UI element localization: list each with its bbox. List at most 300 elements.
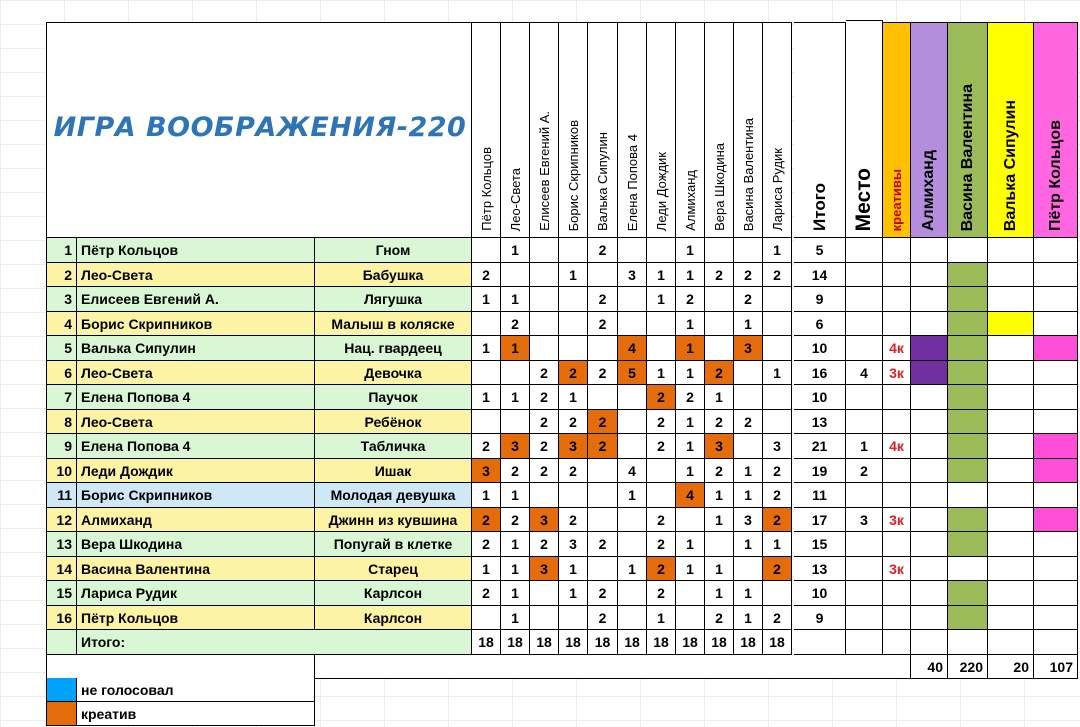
summary-cell (911, 459, 948, 483)
vote-cell[interactable] (763, 459, 792, 483)
summary-cell (948, 263, 988, 287)
vote-cell[interactable] (588, 581, 618, 606)
vote-cell[interactable] (530, 263, 559, 287)
vote-cell[interactable] (705, 263, 734, 287)
vote-cell[interactable] (705, 287, 734, 312)
vote-cell[interactable] (501, 410, 530, 434)
vote-cell[interactable] (559, 459, 588, 483)
vote-cell[interactable] (588, 385, 618, 410)
row-number (46, 312, 77, 336)
vote-cell-text: 2 (657, 389, 665, 405)
vote-cell[interactable] (763, 263, 792, 287)
creative-count-text: 4к (889, 340, 904, 356)
vote-cell-text: 3 (715, 438, 723, 454)
vote-cell[interactable] (676, 557, 705, 581)
vote-cell[interactable] (647, 483, 676, 508)
row-total (794, 385, 846, 410)
vote-cell[interactable] (734, 410, 763, 434)
vote-cell-text: 2 (540, 462, 548, 479)
vote-cell[interactable] (763, 434, 792, 459)
vote-cell[interactable] (501, 263, 530, 287)
vote-cell[interactable] (676, 459, 705, 483)
vote-cell[interactable] (618, 238, 647, 263)
vote-cell[interactable] (763, 287, 792, 312)
summary-cell (948, 410, 988, 434)
voter-header-text: Леди Дождик (653, 151, 669, 231)
place-cell (846, 238, 883, 263)
author-name (77, 336, 315, 361)
vote-cell[interactable] (763, 606, 792, 630)
vote-cell[interactable] (559, 557, 588, 581)
place-header-text: Место (852, 167, 875, 231)
vote-cell[interactable] (705, 581, 734, 606)
vote-cell[interactable] (676, 508, 705, 532)
summary-row-blank (315, 655, 911, 679)
vote-cell[interactable] (472, 557, 501, 581)
image-name-text: Паучок (368, 389, 418, 405)
summary-cell (988, 312, 1034, 336)
vote-cell[interactable] (559, 312, 588, 336)
vote-cell[interactable] (530, 532, 559, 557)
vote-cell-text: 1 (715, 511, 723, 528)
vote-cell[interactable] (734, 483, 763, 508)
vote-cell[interactable] (472, 287, 501, 312)
vote-cell[interactable] (472, 581, 501, 606)
vote-cell[interactable] (618, 263, 647, 287)
vote-cell-text: 1 (511, 291, 519, 307)
voter-header (472, 22, 501, 238)
vote-cell[interactable] (763, 483, 792, 508)
creative-count-text: 3к (889, 364, 904, 381)
gridline (0, 0, 1, 727)
vote-cell[interactable] (705, 336, 734, 361)
vote-cell-text: 1 (744, 487, 752, 503)
vote-cell[interactable] (472, 385, 501, 410)
vote-cell-text: 1 (511, 242, 519, 258)
vote-cell[interactable] (530, 508, 559, 532)
vote-cell[interactable] (472, 410, 501, 434)
vote-cell[interactable] (647, 238, 676, 263)
vote-cell[interactable] (763, 557, 792, 581)
vote-cell[interactable] (705, 606, 734, 630)
vote-cell[interactable] (530, 287, 559, 312)
vote-cell[interactable] (588, 336, 618, 361)
vote-cell[interactable] (618, 508, 647, 532)
vote-cell[interactable] (705, 557, 734, 581)
vote-cell[interactable] (618, 361, 647, 385)
vote-cell[interactable] (618, 557, 647, 581)
vote-cell[interactable] (647, 581, 676, 606)
vote-cell[interactable] (559, 434, 588, 459)
creative-count (883, 238, 911, 263)
vote-cell[interactable] (559, 336, 588, 361)
vote-cell[interactable] (734, 557, 763, 581)
vote-cell[interactable] (501, 434, 530, 459)
vote-cell[interactable] (763, 312, 792, 336)
vote-cell[interactable] (647, 336, 676, 361)
vote-cell[interactable] (559, 410, 588, 434)
vote-cell[interactable] (676, 434, 705, 459)
vote-cell[interactable] (618, 606, 647, 630)
vote-cell[interactable] (734, 459, 763, 483)
vote-cell[interactable] (530, 557, 559, 581)
vote-cell[interactable] (472, 459, 501, 483)
summary-cell (911, 434, 948, 459)
vote-cell-text: 2 (773, 462, 781, 479)
voter-header (763, 22, 792, 238)
author-name-text: Леди Дождик (81, 462, 173, 479)
row-total-text: 21 (811, 438, 828, 454)
summary-cell (1034, 238, 1078, 263)
vote-cell[interactable] (647, 287, 676, 312)
row-number-text: 5 (64, 340, 72, 356)
vote-cell[interactable] (763, 532, 792, 557)
vote-cell[interactable] (472, 434, 501, 459)
vote-cell[interactable] (530, 385, 559, 410)
vote-cell[interactable] (763, 361, 792, 385)
vote-cell[interactable] (676, 336, 705, 361)
vote-cell[interactable] (734, 336, 763, 361)
vote-cell[interactable] (647, 263, 676, 287)
vote-cell[interactable] (705, 508, 734, 532)
vote-cell[interactable] (530, 483, 559, 508)
vote-cell[interactable] (618, 434, 647, 459)
column-total (734, 630, 763, 655)
vote-cell-text: 2 (569, 364, 577, 381)
vote-cell[interactable] (734, 532, 763, 557)
summary-cell (1034, 508, 1078, 532)
summary-header-text: Васина Валентина (958, 83, 976, 231)
legend-swatch (46, 678, 77, 702)
summary-cell (1034, 263, 1078, 287)
vote-cell[interactable] (472, 312, 501, 336)
vote-cell[interactable] (501, 483, 530, 508)
vote-cell[interactable] (472, 483, 501, 508)
vote-cell[interactable] (705, 459, 734, 483)
vote-cell[interactable] (559, 581, 588, 606)
vote-cell[interactable] (647, 385, 676, 410)
page-title: ИГРА ВООБРАЖЕНИЯ-220 (53, 111, 467, 143)
vote-cell[interactable] (472, 238, 501, 263)
summary-cell (911, 385, 948, 410)
total-header (794, 22, 846, 238)
image-name (315, 483, 472, 508)
vote-cell[interactable] (676, 606, 705, 630)
totals-spacer (46, 630, 77, 655)
vote-cell[interactable] (734, 361, 763, 385)
vote-cell[interactable] (647, 606, 676, 630)
vote-cell[interactable] (676, 581, 705, 606)
image-name (315, 312, 472, 336)
summary-cell (948, 287, 988, 312)
place-cell (846, 459, 883, 483)
vote-cell[interactable] (559, 508, 588, 532)
vote-cell-text: 3 (773, 438, 781, 454)
column-total (647, 630, 676, 655)
vote-cell[interactable] (647, 459, 676, 483)
vote-cell[interactable] (618, 410, 647, 434)
vote-cell[interactable] (618, 581, 647, 606)
vote-cell[interactable] (763, 385, 792, 410)
row-number-text: 2 (64, 266, 72, 283)
vote-cell-text: 1 (744, 462, 752, 479)
summary-cell (1034, 459, 1078, 483)
vote-cell-text: 1 (744, 315, 752, 332)
vote-cell[interactable] (588, 508, 618, 532)
vote-cell-text: 1 (482, 560, 490, 577)
place-cell (846, 336, 883, 361)
vote-cell[interactable] (676, 385, 705, 410)
vote-cell[interactable] (705, 532, 734, 557)
summary-cell (988, 581, 1034, 606)
voter-header-text: Лариса Рудик (769, 148, 785, 231)
voter-header (647, 22, 676, 238)
vote-cell[interactable] (676, 312, 705, 336)
vote-cell[interactable] (588, 459, 618, 483)
vote-cell[interactable] (734, 606, 763, 630)
summary-cell (948, 238, 988, 263)
vote-cell[interactable] (559, 606, 588, 630)
vote-cell[interactable] (559, 361, 588, 385)
summary-cell (1034, 581, 1078, 606)
author-name-text: Валька Сипулин (81, 340, 196, 356)
vote-cell[interactable] (472, 606, 501, 630)
vote-cell-text: 3 (628, 266, 636, 283)
summary-cell (988, 287, 1034, 312)
vote-cell[interactable] (676, 483, 705, 508)
vote-cell[interactable] (734, 238, 763, 263)
place-cell (846, 532, 883, 557)
vote-cell[interactable] (501, 508, 530, 532)
vote-cell[interactable] (734, 263, 763, 287)
author-name-text: Алмиханд (81, 511, 152, 528)
vote-cell-text: 1 (686, 364, 694, 381)
vote-cell[interactable] (763, 508, 792, 532)
row-total-text: 17 (811, 511, 828, 528)
vote-cell-text: 2 (598, 609, 607, 626)
author-name (77, 312, 315, 336)
place-cell (846, 361, 883, 385)
creatives-header-text: креативы (889, 168, 904, 231)
author-name-text: Лео-Света (81, 413, 153, 430)
row-total-text: 19 (811, 462, 828, 479)
summary-cell (948, 336, 988, 361)
vote-cell[interactable] (647, 532, 676, 557)
summary-cell (948, 459, 988, 483)
column-total-text: 18 (624, 634, 640, 650)
summary-cell (911, 557, 948, 581)
vote-cell[interactable] (588, 312, 618, 336)
vote-cell[interactable] (559, 238, 588, 263)
vote-cell-text: 2 (744, 413, 752, 430)
vote-cell[interactable] (588, 434, 618, 459)
image-name-text: Старец (368, 560, 418, 577)
vote-cell[interactable] (734, 385, 763, 410)
vote-cell[interactable] (647, 557, 676, 581)
vote-cell[interactable] (705, 361, 734, 385)
vote-cell[interactable] (588, 483, 618, 508)
vote-cell[interactable] (647, 508, 676, 532)
vote-cell-text: 2 (657, 536, 665, 552)
vote-cell[interactable] (676, 532, 705, 557)
vote-cell[interactable] (588, 361, 618, 385)
vote-cell[interactable] (472, 263, 501, 287)
vote-cell[interactable] (588, 557, 618, 581)
vote-cell[interactable] (530, 581, 559, 606)
totals-empty (794, 630, 846, 655)
vote-cell[interactable] (676, 238, 705, 263)
vote-cell[interactable] (618, 483, 647, 508)
vote-cell-text: 2 (540, 389, 548, 405)
vote-cell[interactable] (530, 459, 559, 483)
vote-cell[interactable] (676, 263, 705, 287)
column-total-text: 18 (769, 634, 785, 650)
row-total-text: 11 (812, 487, 827, 503)
row-number-text: 1 (64, 242, 72, 258)
creative-count-text: 3к (889, 511, 904, 528)
vote-cell-text: 3 (511, 438, 519, 454)
vote-cell[interactable] (501, 287, 530, 312)
image-name-text: Девочка (364, 364, 422, 381)
vote-cell[interactable] (501, 557, 530, 581)
vote-cell[interactable] (472, 508, 501, 532)
vote-cell[interactable] (647, 410, 676, 434)
vote-cell[interactable] (588, 287, 618, 312)
vote-cell[interactable] (763, 238, 792, 263)
vote-cell[interactable] (676, 287, 705, 312)
vote-cell[interactable] (501, 581, 530, 606)
vote-cell[interactable] (501, 606, 530, 630)
vote-cell[interactable] (647, 434, 676, 459)
author-name (77, 459, 315, 483)
vote-cell[interactable] (705, 410, 734, 434)
column-total-text: 18 (740, 634, 756, 650)
creative-count (883, 532, 911, 557)
row-number-text: 4 (64, 315, 72, 332)
vote-cell-text: 1 (744, 609, 752, 626)
row-total-text: 14 (811, 266, 828, 283)
row-total-text: 9 (815, 291, 824, 307)
image-name (315, 459, 472, 483)
place-cell-text: 1 (860, 438, 868, 454)
vote-cell-text: 3 (569, 438, 577, 454)
summary-cell (988, 508, 1034, 532)
place-cell (846, 385, 883, 410)
vote-cell[interactable] (530, 238, 559, 263)
author-name (77, 483, 315, 508)
vote-cell[interactable] (647, 312, 676, 336)
vote-cell[interactable] (734, 312, 763, 336)
vote-cell[interactable] (618, 336, 647, 361)
author-name (77, 238, 315, 263)
vote-cell[interactable] (559, 263, 588, 287)
voter-header-text: Алмиханд (682, 170, 698, 231)
vote-cell[interactable] (705, 385, 734, 410)
voter-header-text: Елена Попова 4 (624, 133, 640, 231)
summary-cell (1034, 434, 1078, 459)
vote-cell[interactable] (588, 532, 618, 557)
vote-cell[interactable] (530, 312, 559, 336)
vote-cell[interactable] (618, 532, 647, 557)
vote-cell[interactable] (618, 385, 647, 410)
vote-cell[interactable] (501, 312, 530, 336)
vote-cell[interactable] (472, 361, 501, 385)
vote-cell-text: 2 (598, 242, 607, 258)
image-name (315, 508, 472, 532)
summary-total-text: 40 (927, 658, 943, 675)
vote-cell[interactable] (588, 263, 618, 287)
author-name-text: Елисеев Евгений А. (81, 291, 219, 307)
vote-cell-text: 1 (511, 609, 519, 626)
vote-cell[interactable] (530, 606, 559, 630)
vote-cell[interactable] (618, 287, 647, 312)
row-total (794, 606, 846, 630)
voter-header-text: Валька Сипулин (595, 131, 610, 231)
summary-cell (948, 312, 988, 336)
vote-cell[interactable] (618, 312, 647, 336)
vote-cell[interactable] (472, 336, 501, 361)
author-name-text: Лариса Рудик (81, 585, 178, 601)
vote-cell[interactable] (559, 287, 588, 312)
gridline (0, 0, 1080, 1)
vote-cell[interactable] (530, 410, 559, 434)
vote-cell[interactable] (559, 532, 588, 557)
place-cell (846, 483, 883, 508)
vote-cell[interactable] (705, 434, 734, 459)
vote-cell[interactable] (705, 483, 734, 508)
place-header (846, 20, 883, 238)
vote-cell[interactable] (501, 238, 530, 263)
vote-cell[interactable] (676, 410, 705, 434)
vote-cell[interactable] (763, 581, 792, 606)
summary-cell (1034, 336, 1078, 361)
vote-cell[interactable] (501, 336, 530, 361)
vote-cell[interactable] (559, 483, 588, 508)
vote-cell[interactable] (530, 336, 559, 361)
vote-cell[interactable] (734, 287, 763, 312)
vote-cell[interactable] (530, 361, 559, 385)
vote-cell[interactable] (530, 434, 559, 459)
voter-header-text: Васина Валентина (740, 117, 756, 231)
vote-cell[interactable] (734, 508, 763, 532)
vote-cell[interactable] (588, 606, 618, 630)
vote-cell-text: 2 (598, 536, 607, 552)
vote-cell[interactable] (676, 361, 705, 385)
vote-cell[interactable] (501, 385, 530, 410)
vote-cell[interactable] (734, 581, 763, 606)
vote-cell[interactable] (763, 410, 792, 434)
vote-cell[interactable] (472, 532, 501, 557)
summary-cell (911, 287, 948, 312)
vote-cell[interactable] (618, 459, 647, 483)
vote-cell[interactable] (705, 238, 734, 263)
vote-cell[interactable] (501, 361, 530, 385)
vote-cell[interactable] (734, 434, 763, 459)
vote-cell[interactable] (588, 238, 618, 263)
vote-cell[interactable] (501, 532, 530, 557)
vote-cell[interactable] (501, 459, 530, 483)
vote-cell[interactable] (588, 410, 618, 434)
column-total-text: 18 (682, 634, 698, 650)
summary-total-text: 20 (1013, 658, 1029, 675)
vote-cell[interactable] (559, 385, 588, 410)
vote-cell[interactable] (647, 361, 676, 385)
summary-cell (988, 410, 1034, 434)
vote-cell[interactable] (705, 312, 734, 336)
vote-cell[interactable] (763, 336, 792, 361)
vote-cell-text: 3 (569, 536, 577, 552)
legend-swatch (46, 702, 77, 726)
